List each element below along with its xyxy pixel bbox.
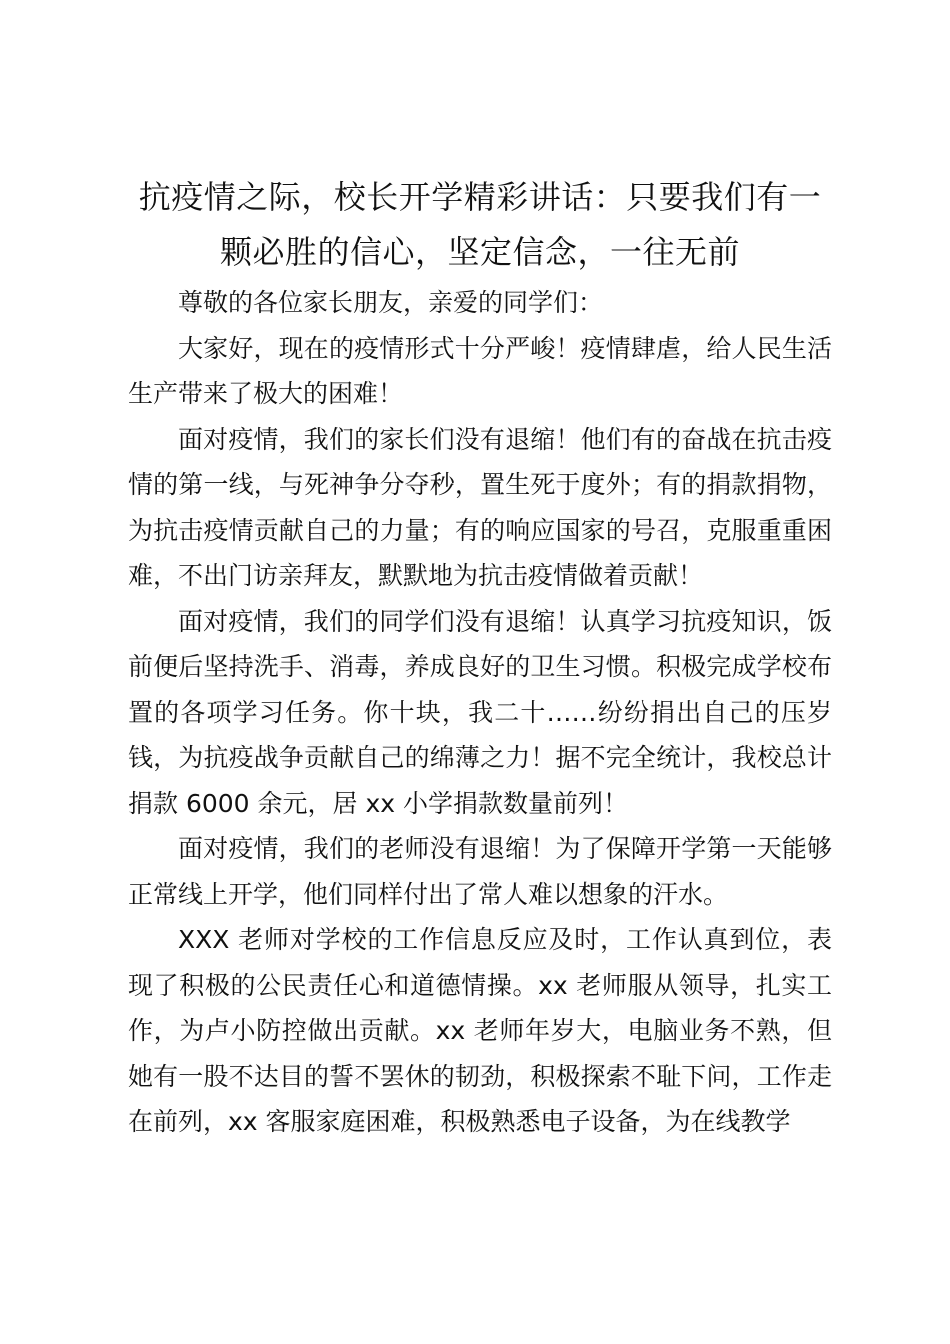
paragraph-greeting: 大家好，现在的疫情形式十分严峻！疫情肆虐，给人民生活生产带来了极大的困难！ — [128, 333, 832, 408]
salutation: 尊敬的各位家长朋友，亲爱的同学们： — [178, 288, 604, 317]
paragraph-teacher-praise: XXX 老师对学校的工作信息反应及时，工作认真到位，表现了积极的公民责任心和道德情操。xx 老师服从领导，扎实工作，为卢小防控做出贡献。xx 老师年岁大，电脑业务不熟，但她有一股不达目的誓不罢休的韧劲，积极探索不耻下问，工作走在前列，xx 客服家庭困难，积极熟悉电子设备，为在线教学 — [128, 925, 832, 1136]
paragraph-students: 面对疫情，我们的同学们没有退缩！认真学习抗疫知识，饭前便后坚持洗手、消毒，养成良好的卫生习惯。积极完成学校布置的各项学习任务。你十块，我二十……纷纷捐出自己的压岁钱，为抗疫战争贡献自己的绵薄之力！据不完全统计，我校总计捐款 6000 余元，居 xx 小学捐款数量前列！ — [128, 606, 832, 818]
document-title: 抗疫情之际，校长开学精彩讲话：只要我们有一颗必胜的信心，坚定信念，一往无前 — [138, 178, 822, 271]
document-page — [128, 170, 832, 1145]
paragraph-parents: 面对疫情，我们的家长们没有退缩！他们有的奋战在抗击疫情的第一线，与死神争分夺秒，置生死于度外；有的捐款捐物，为抗击疫情贡献自己的力量；有的响应国家的号召，克服重重困难，不出门访亲拜友，默默地为抗击疫情做着贡献！ — [128, 424, 832, 590]
paragraph-teachers: 面对疫情，我们的老师没有退缩！为了保障开学第一天能够正常线上开学，他们同样付出了常人难以想象的汗水。 — [128, 834, 832, 909]
